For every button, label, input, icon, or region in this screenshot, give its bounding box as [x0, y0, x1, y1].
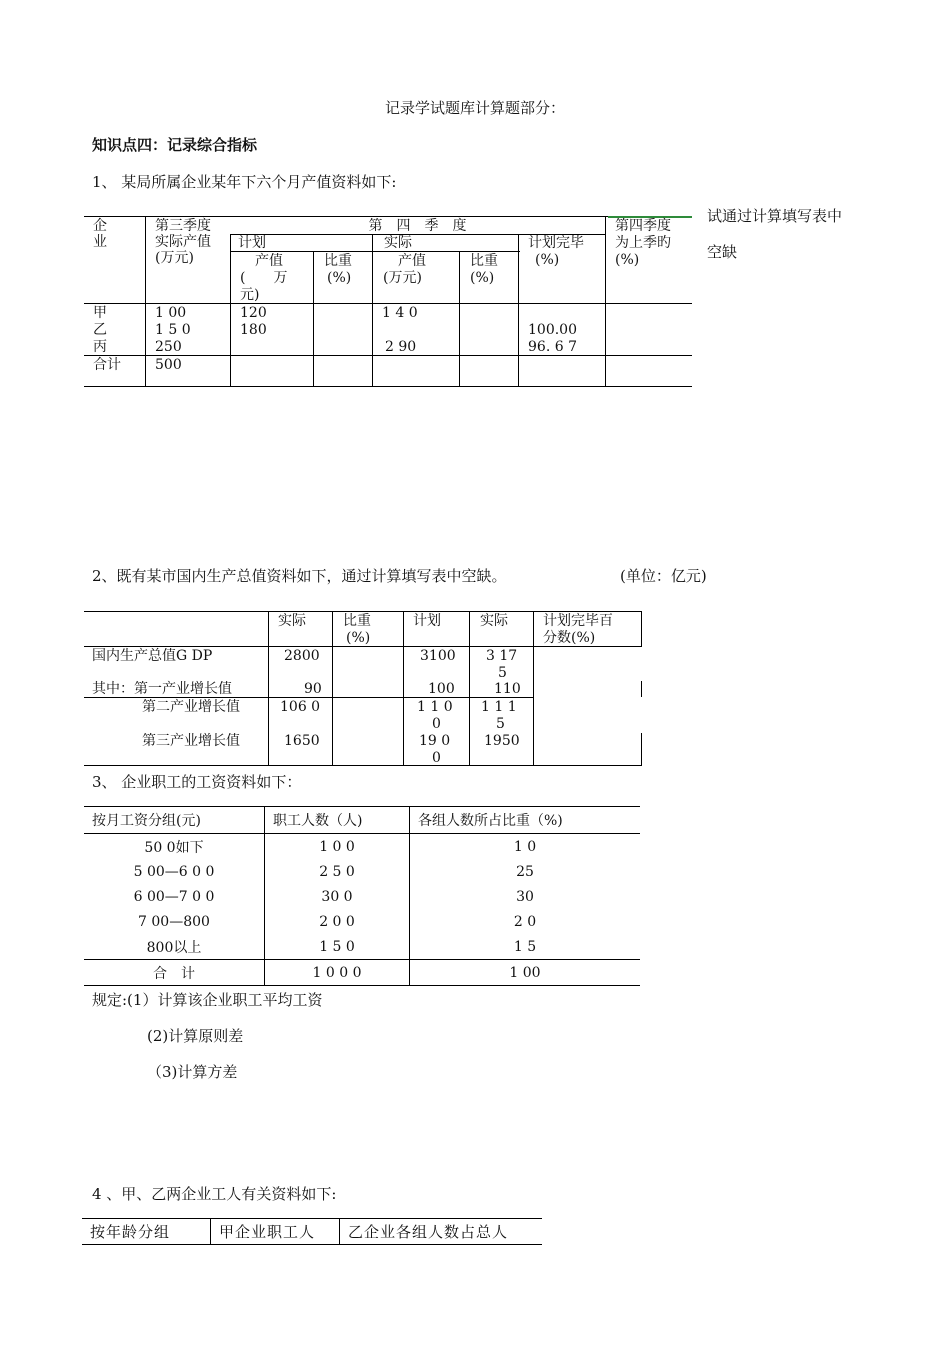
age-header-group: 按年龄分组	[82, 1219, 211, 1245]
section-heading: 知识点四：记录综合指标	[92, 136, 258, 154]
header-ratio-2: (%)	[327, 270, 352, 286]
plan-value-jia: 120	[240, 305, 267, 321]
wage-table	[84, 806, 640, 986]
header-q4: 第 四 季 度	[368, 218, 467, 234]
total-q3: 500	[155, 357, 182, 373]
table-row	[84, 834, 640, 860]
wage-share: 25	[410, 859, 641, 884]
age-header-company-b: 乙企业各组人数占总人	[340, 1219, 543, 1245]
requirement-3: （3)计算方差	[147, 1063, 238, 1081]
wage-share: 30	[410, 884, 641, 909]
gdp-row-1-actual2-b: 5	[498, 665, 507, 681]
wage-group: 50 0如下	[144, 839, 204, 856]
header-q3-1: 第三季度	[155, 218, 211, 234]
header-completion-1: 计划完毕	[528, 235, 584, 251]
wage-count: 1 5 0	[265, 934, 410, 960]
wage-total-count: 1 0 0 0	[265, 960, 410, 986]
header-actual-value-1: 产值	[398, 253, 426, 269]
header-ratio-1: 比重	[324, 253, 352, 269]
header-company-2: 业	[93, 234, 107, 250]
wage-header-group: 按月工资分组(元)	[84, 807, 265, 834]
gdp-row-3-actual: 106 0	[280, 699, 321, 715]
gdp-row-1-actual: 2800	[284, 648, 320, 664]
gdp-row-4-plan-b: 0	[432, 750, 441, 766]
wage-header-share: 各组人数所占比重（%)	[410, 807, 641, 834]
gdp-header-completion-1: 计划完毕百	[543, 613, 613, 629]
gdp-row-2-actual: 90	[304, 681, 322, 697]
question-4-text: 4 、甲、乙两企业工人有关资料如下:	[92, 1185, 337, 1203]
gdp-row-1-actual2-a: 3 17	[486, 648, 518, 664]
gdp-header-plan: 计划	[413, 613, 441, 629]
wage-group: 7 00—800	[138, 913, 210, 930]
gdp-header-completion-2: 分数(%)	[543, 630, 596, 646]
question-2-text: 2、既有某市国内生产总值资料如下，通过计算填写表中空缺。	[92, 567, 507, 585]
side-note-line-2: 空缺	[707, 243, 738, 261]
gdp-row-3-plan-b: 0	[432, 716, 441, 732]
gdp-row-2-actual2: 110	[494, 681, 521, 697]
page-title: 记录学试题库计算题部分：	[384, 99, 565, 117]
table-row	[84, 859, 640, 884]
question-2-unit: (单位：亿元)	[620, 567, 707, 585]
table-total-row	[84, 960, 640, 986]
gdp-row-4-label: 第三产业增长值	[142, 733, 240, 749]
age-table	[82, 1218, 542, 1245]
header-actual-value-2: (万元)	[383, 270, 422, 286]
wage-group: 6 00—7 0 0	[133, 888, 215, 905]
wage-share: 1 0	[410, 834, 641, 860]
gdp-row-1-plan: 3100	[420, 648, 456, 664]
actual-value-bing: 2 90	[385, 339, 417, 355]
header-plan-value-3: 元)	[240, 287, 260, 303]
wage-header-count: 职工人数（人)	[265, 807, 410, 834]
question-1-text: 1、 某局所属企业某年下六个月产值资料如下:	[92, 173, 397, 191]
wage-count: 30 0	[265, 884, 410, 909]
gdp-header-ratio-1: 比重	[343, 613, 371, 629]
header-vs-prev-3: (%)	[615, 252, 640, 268]
wage-count: 2 5 0	[265, 859, 410, 884]
table-row	[84, 884, 640, 909]
header-q3-2: 实际产值	[155, 234, 211, 250]
requirement-1: 规定:(1）计算该企业职工平均工资	[92, 991, 323, 1009]
table-row	[84, 909, 640, 934]
gdp-header-ratio-2: (%)	[346, 630, 371, 646]
actual-value-jia: 1 4 0	[382, 305, 418, 321]
header-plan: 计划	[238, 235, 266, 251]
header-actual-ratio-1: 比重	[470, 253, 498, 269]
gdp-header-actual-2: 实际	[480, 613, 508, 629]
question-3-text: 3、 企业职工的工资资料如下：	[92, 773, 302, 791]
completion-value-bing: 96. 6 7	[528, 339, 577, 355]
table-row	[84, 934, 640, 960]
header-vs-prev-1: 第四季度	[615, 218, 671, 234]
header-actual-ratio-2: (%)	[470, 270, 495, 286]
plan-value-yi: 180	[240, 322, 267, 338]
q3-value-jia: 1 00	[155, 305, 187, 321]
wage-count: 2 0 0	[265, 909, 410, 934]
header-actual: 实际	[384, 235, 412, 251]
header-company-1: 企	[93, 218, 107, 234]
row-name-bing: 丙	[93, 339, 107, 355]
wage-group: 800以上	[146, 939, 202, 956]
wage-total-share: 1 00	[410, 960, 641, 986]
q3-value-yi: 1 5 0	[155, 322, 191, 338]
gdp-row-3-plan-a: 1 1 0	[417, 699, 453, 715]
requirement-2: (2)计算原则差	[147, 1027, 244, 1045]
gdp-row-4-actual: 1650	[284, 733, 320, 749]
wage-count: 1 0 0	[265, 834, 410, 860]
gdp-row-4-plan-a: 19 0	[419, 733, 451, 749]
header-plan-value-2: ( 万	[240, 270, 288, 286]
age-header-company-a: 甲企业职工人	[211, 1219, 340, 1245]
side-note-line-1: 试通过计算填写表中	[707, 207, 843, 225]
gdp-row-2-plan: 100	[428, 681, 455, 697]
header-completion-2: (%)	[535, 252, 560, 268]
gdp-row-1-label: 国内生产总值G DP	[92, 648, 213, 664]
wage-share: 2 0	[410, 909, 641, 934]
gdp-header-actual-1: 实际	[278, 613, 306, 629]
completion-value-yi: 100.00	[528, 322, 577, 338]
header-vs-prev-2: 为上季旳	[615, 235, 671, 251]
header-q3-3: (万元)	[155, 250, 194, 266]
wage-group: 5 00—6 0 0	[133, 863, 215, 880]
gdp-row-3-actual2-b: 5	[496, 716, 505, 732]
gdp-row-3-actual2-a: 1 1 1	[481, 699, 517, 715]
gdp-row-3-label: 第二产业增长值	[142, 699, 240, 715]
row-name-yi: 乙	[93, 322, 107, 338]
wage-total-label: 合 计	[84, 960, 265, 986]
gdp-row-2-label: 其中：第一产业增长值	[92, 681, 232, 697]
gdp-row-4-actual2: 1950	[484, 733, 520, 749]
header-plan-value-1: 产值	[255, 253, 283, 269]
total-label: 合计	[93, 357, 121, 373]
wage-share: 1 5	[410, 934, 641, 960]
row-name-jia: 甲	[93, 305, 107, 321]
q3-value-bing: 250	[155, 339, 182, 355]
